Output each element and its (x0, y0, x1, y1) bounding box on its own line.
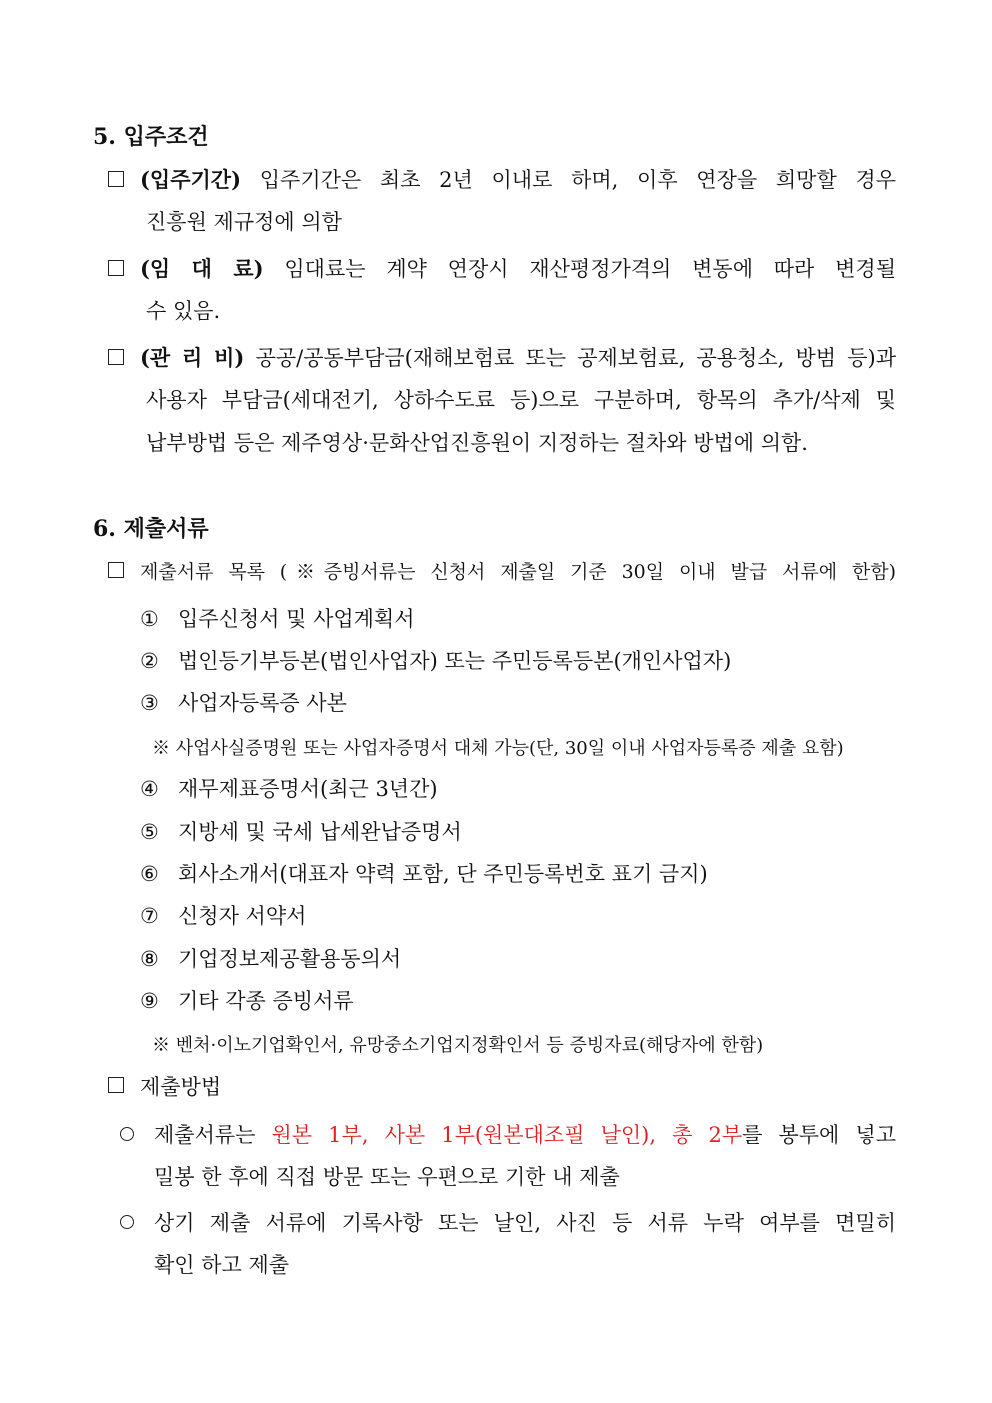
method-head: 제출방법 (140, 1075, 222, 1099)
method-2-line-1: 상기 제출 서류에 기록사항 또는 날인, 사진 등 서류 누락 여부를 면밀히 (154, 1211, 896, 1235)
period-line-1 (140, 164, 896, 194)
doc-item-2: ② 법인등기부등본(법인사업자) 또는 주민등록등본(개인사업자) (140, 649, 732, 673)
doc-item-4: ④ 재무제표증명서(최근 3년간) (140, 777, 438, 801)
mgmt-label: (관 리 비) (140, 345, 245, 370)
checkbox-square-icon (108, 260, 124, 276)
mgmt-line-1 (140, 342, 896, 372)
period-text-1: 입주기간은 최초 2년 이내로 하며, 이후 연장을 희망할 경우 (259, 168, 897, 192)
circle-bullet-icon (120, 1127, 134, 1141)
doc-item-1: ① 입주신청서 및 사업계획서 (140, 607, 415, 631)
method-2-line-2: 확인 하고 제출 (154, 1253, 290, 1277)
checkbox-square-icon (108, 171, 124, 187)
doc-item-9: ⑨ 기타 각종 증빙서류 (140, 989, 354, 1013)
rent-line-2: 수 있음. (146, 299, 221, 323)
mgmt-line-2: 사용자 부담금(세대전기, 상하수도료 등)으로 구분하며, 항목의 추가/삭제 및 (146, 388, 896, 412)
checkbox-square-icon (108, 562, 124, 578)
doc-item-5: ⑤ 지방세 및 국세 납세완납증명서 (140, 820, 462, 844)
method-1-line-2: 밀봉 한 후에 직접 방문 또는 우편으로 기한 내 제출 (154, 1165, 620, 1189)
doc-note-9: ※ 벤처·이노기업확인서, 유망중소기업지정확인서 등 증빙자료(해당자에 한함) (152, 1035, 764, 1056)
doc-item-3: ③ 사업자등록증 사본 (140, 691, 347, 715)
doc-note-3: ※ 사업사실증명원 또는 사업자증명서 대체 가능(단, 30일 이내 사업자등록증 제출 요함) (152, 738, 844, 759)
method-1-line-1: 제출서류는 원본 1부, 사본 1부(원본대조필 날인), 총 2부를 봉투에 넣고 (154, 1123, 896, 1147)
checkbox-square-icon (108, 349, 124, 365)
mgmt-text-1: 공공/공동부담금(재해보험료 또는 공제보험료, 공용청소, 방범 등)과 (255, 346, 896, 370)
circle-bullet-icon (120, 1215, 134, 1229)
checkbox-square-icon (108, 1077, 124, 1093)
rent-text-1: 임대료는 계약 연장시 재산평정가격의 변동에 따라 변경될 (284, 257, 896, 281)
section-6-title: 6. 제출서류 (93, 516, 209, 542)
doc-item-8: ⑧ 기업정보제공활용동의서 (140, 947, 402, 971)
period-line-2: 진흥원 제규정에 의함 (146, 210, 342, 234)
doc-list-head: 제출서류 목록 (※증빙서류는 신청서 제출일 기준 30일 이내 발급 서류에 한함) (140, 561, 896, 583)
doc-item-7: ⑦ 신청자 서약서 (140, 904, 307, 928)
section-5-title: 5. 입주조건 (93, 124, 209, 150)
doc-item-6: ⑥ 회사소개서(대표자 약력 포함, 단 주민등록번호 표기 금지) (140, 862, 708, 886)
rent-line-1 (140, 253, 896, 283)
rent-label: (임 대 료) (140, 256, 264, 281)
mgmt-line-3: 납부방법 등은 제주영상·문화산업진흥원이 지정하는 절차와 방법에 의함. (146, 431, 808, 455)
method-1-red-text: 원본 1부, 사본 1부(원본대조필 날인), 총 2부 (271, 1123, 743, 1147)
period-label: (입주기간) (140, 167, 242, 192)
